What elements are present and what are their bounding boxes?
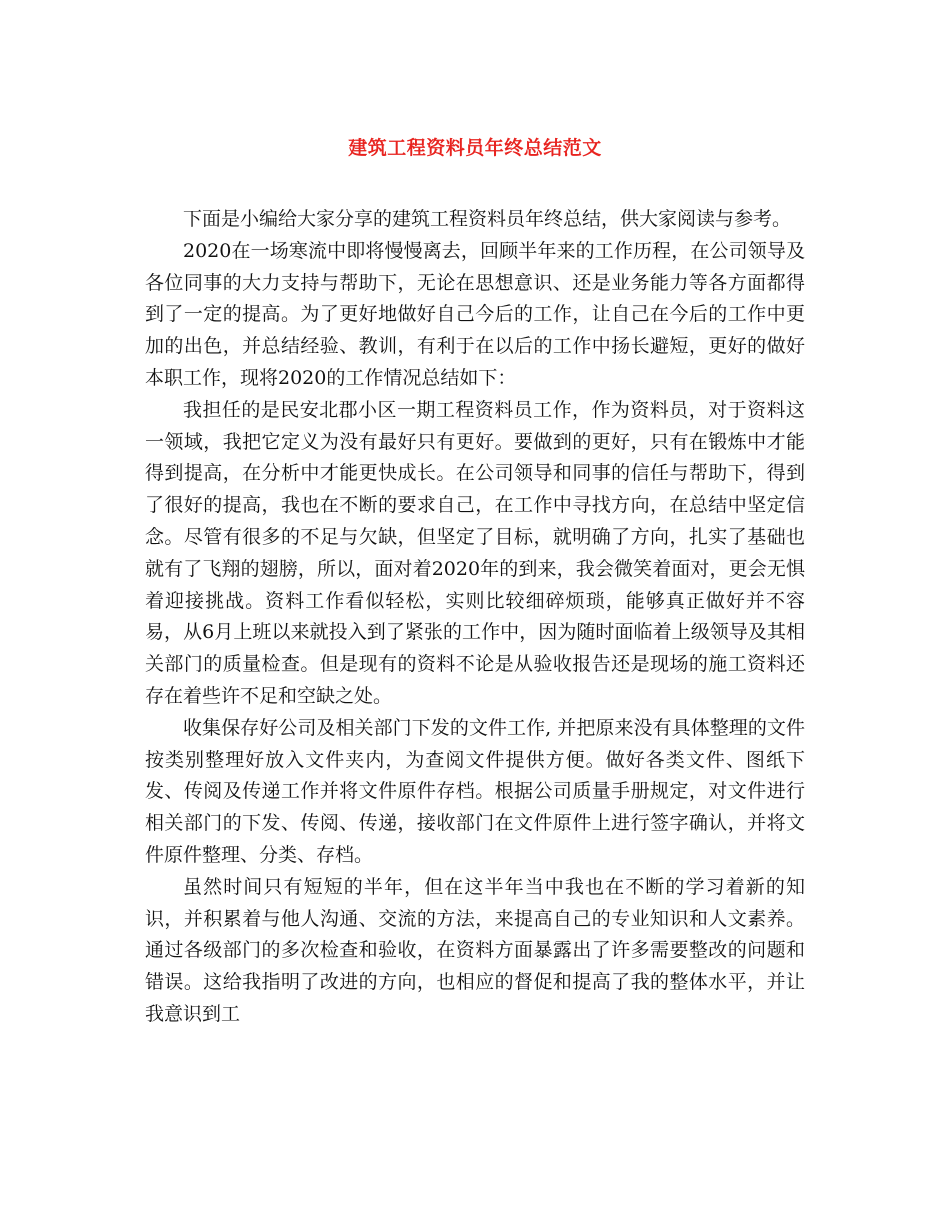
paragraph-role: 我担任的是民安北郡小区一期工程资料员工作，作为资料员，对于资料这一领域，我把它定义为没有最好只有更好。要做到的更好，只有在锻炼中才能得到提高，在分析中才能更快成长。在公司领导和同事的信任与帮助下，得到了很好的提高，我也在不断的要求自己，在工作中寻找方向，在总结中坚定信念。尽管有很多的不足与欠缺，但坚定了目标，就明确了方向，扎实了基础也就有了飞翔的翅膀，所以，面对着2020年的到来，我会微笑着面对，更会无惧着迎接挑战。资料工作看似轻松，实则比较细碎烦琐，能够真正做好并不容易，从6月上班以来就投入到了紧张的工作中，因为随时面临着上级领导及其相关部门的质量检查。但是现有的资料不论是从验收报告还是现场的施工资料还存在着些许不足和空缺之处。 — [145, 398, 805, 707]
paragraph-intro: 下面是小编给大家分享的建筑工程资料员年终总结，供大家阅读与参考。 — [183, 208, 792, 230]
document-title: 建筑工程资料员年终总结范文 — [348, 137, 602, 159]
paragraph-review: 2020在一场寒流中即将慢慢离去，回顾半年来的工作历程，在公司领导及各位同事的大力支持与帮助下，无论在思想意识、还是业务能力等各方面都得到了一定的提高。为了更好地做好自己今后的工作，让自己在今后的工作中更加的出色，并总结经验、教训，有利于在以后的工作中扬长避短，更好的做好本职工作，现将2020的工作情况总结如下： — [145, 239, 805, 389]
paragraph-files: 收集保存好公司及相关部门下发的文件工作, 并把原来没有具体整理的文件按类别整理好放入文件夹内，为查阅文件提供方便。做好各类文件、图纸下发、传阅及传递工作并将文件原件存档。根据公司质量手册规定，对文件进行相关部门的下发、传阅、传递，接收部门在文件原件上进行签字确认，并将文件原件整理、分类、存档。 — [145, 716, 805, 866]
paragraph-learning: 虽然时间只有短短的半年，但在这半年当中我也在不断的学习着新的知识，并积累着与他人沟通、交流的方法，来提高自己的专业知识和人文素养。通过各级部门的多次检查和验收，在资料方面暴露出了许多需要整改的问题和错误。这给我指明了改进的方向，也相应的督促和提高了我的整体水平，并让我意识到工 — [145, 875, 805, 1025]
document-body — [145, 204, 805, 1031]
